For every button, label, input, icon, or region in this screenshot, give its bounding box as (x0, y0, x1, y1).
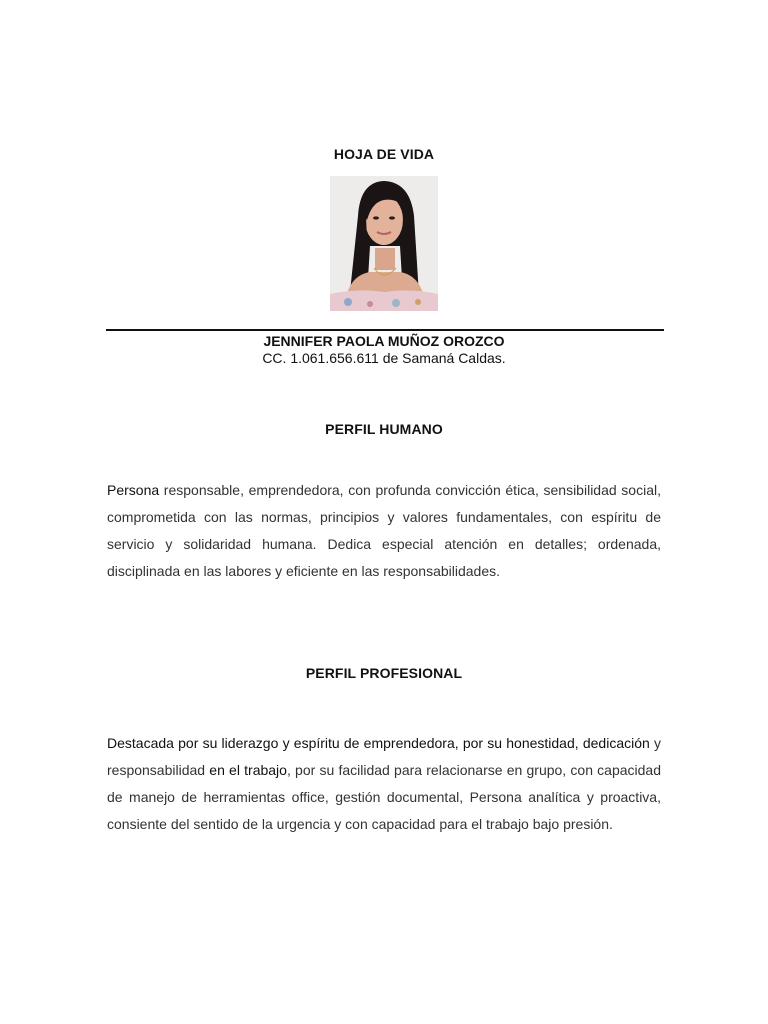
profile-photo (330, 176, 438, 311)
perfil-profesional-part2: y responsabilidad (107, 735, 662, 778)
perfil-profesional-part1: Destacada por su liderazgo y espíritu de emprendedora, por su honestidad, dedicación (107, 735, 650, 751)
perfil-profesional-part4: , por su facilidad para relacionarse en grupo, con capacidad de manejo de herramientas office, gestión documental, Persona analítica y proactiva, consiente del sentido de la urgencia y con capacidad para el trabajo bajo presión. (107, 762, 662, 832)
profile-photo-illustration (330, 176, 438, 311)
perfil-profesional-paragraph (107, 730, 661, 838)
perfil-humano-lead: Persona (107, 482, 160, 498)
perfil-profesional-heading: PERFIL PROFESIONAL (305, 665, 463, 681)
perfil-humano-body: responsable, emprendedora, con profunda convicción ética, sensibilidad social, comprometida con las normas, principios y valores fundamentales, con espíritu de servicio y solidaridad humana. Dedica especial atención en detalles; ordenada, disciplinada en las labores y eficiente en las responsabilidades. (107, 482, 661, 579)
perfil-humano-heading: PERFIL HUMANO (325, 421, 443, 437)
document-title: HOJA DE VIDA (333, 146, 435, 162)
perfil-profesional-part3: en el trabajo (209, 762, 287, 778)
candidate-name: JENNIFER PAOLA MUÑOZ OROZCO (263, 333, 505, 349)
candidate-id: CC. 1.061.656.611 de Samaná Caldas. (262, 350, 506, 366)
divider-line (106, 329, 664, 331)
perfil-humano-paragraph (107, 477, 661, 585)
